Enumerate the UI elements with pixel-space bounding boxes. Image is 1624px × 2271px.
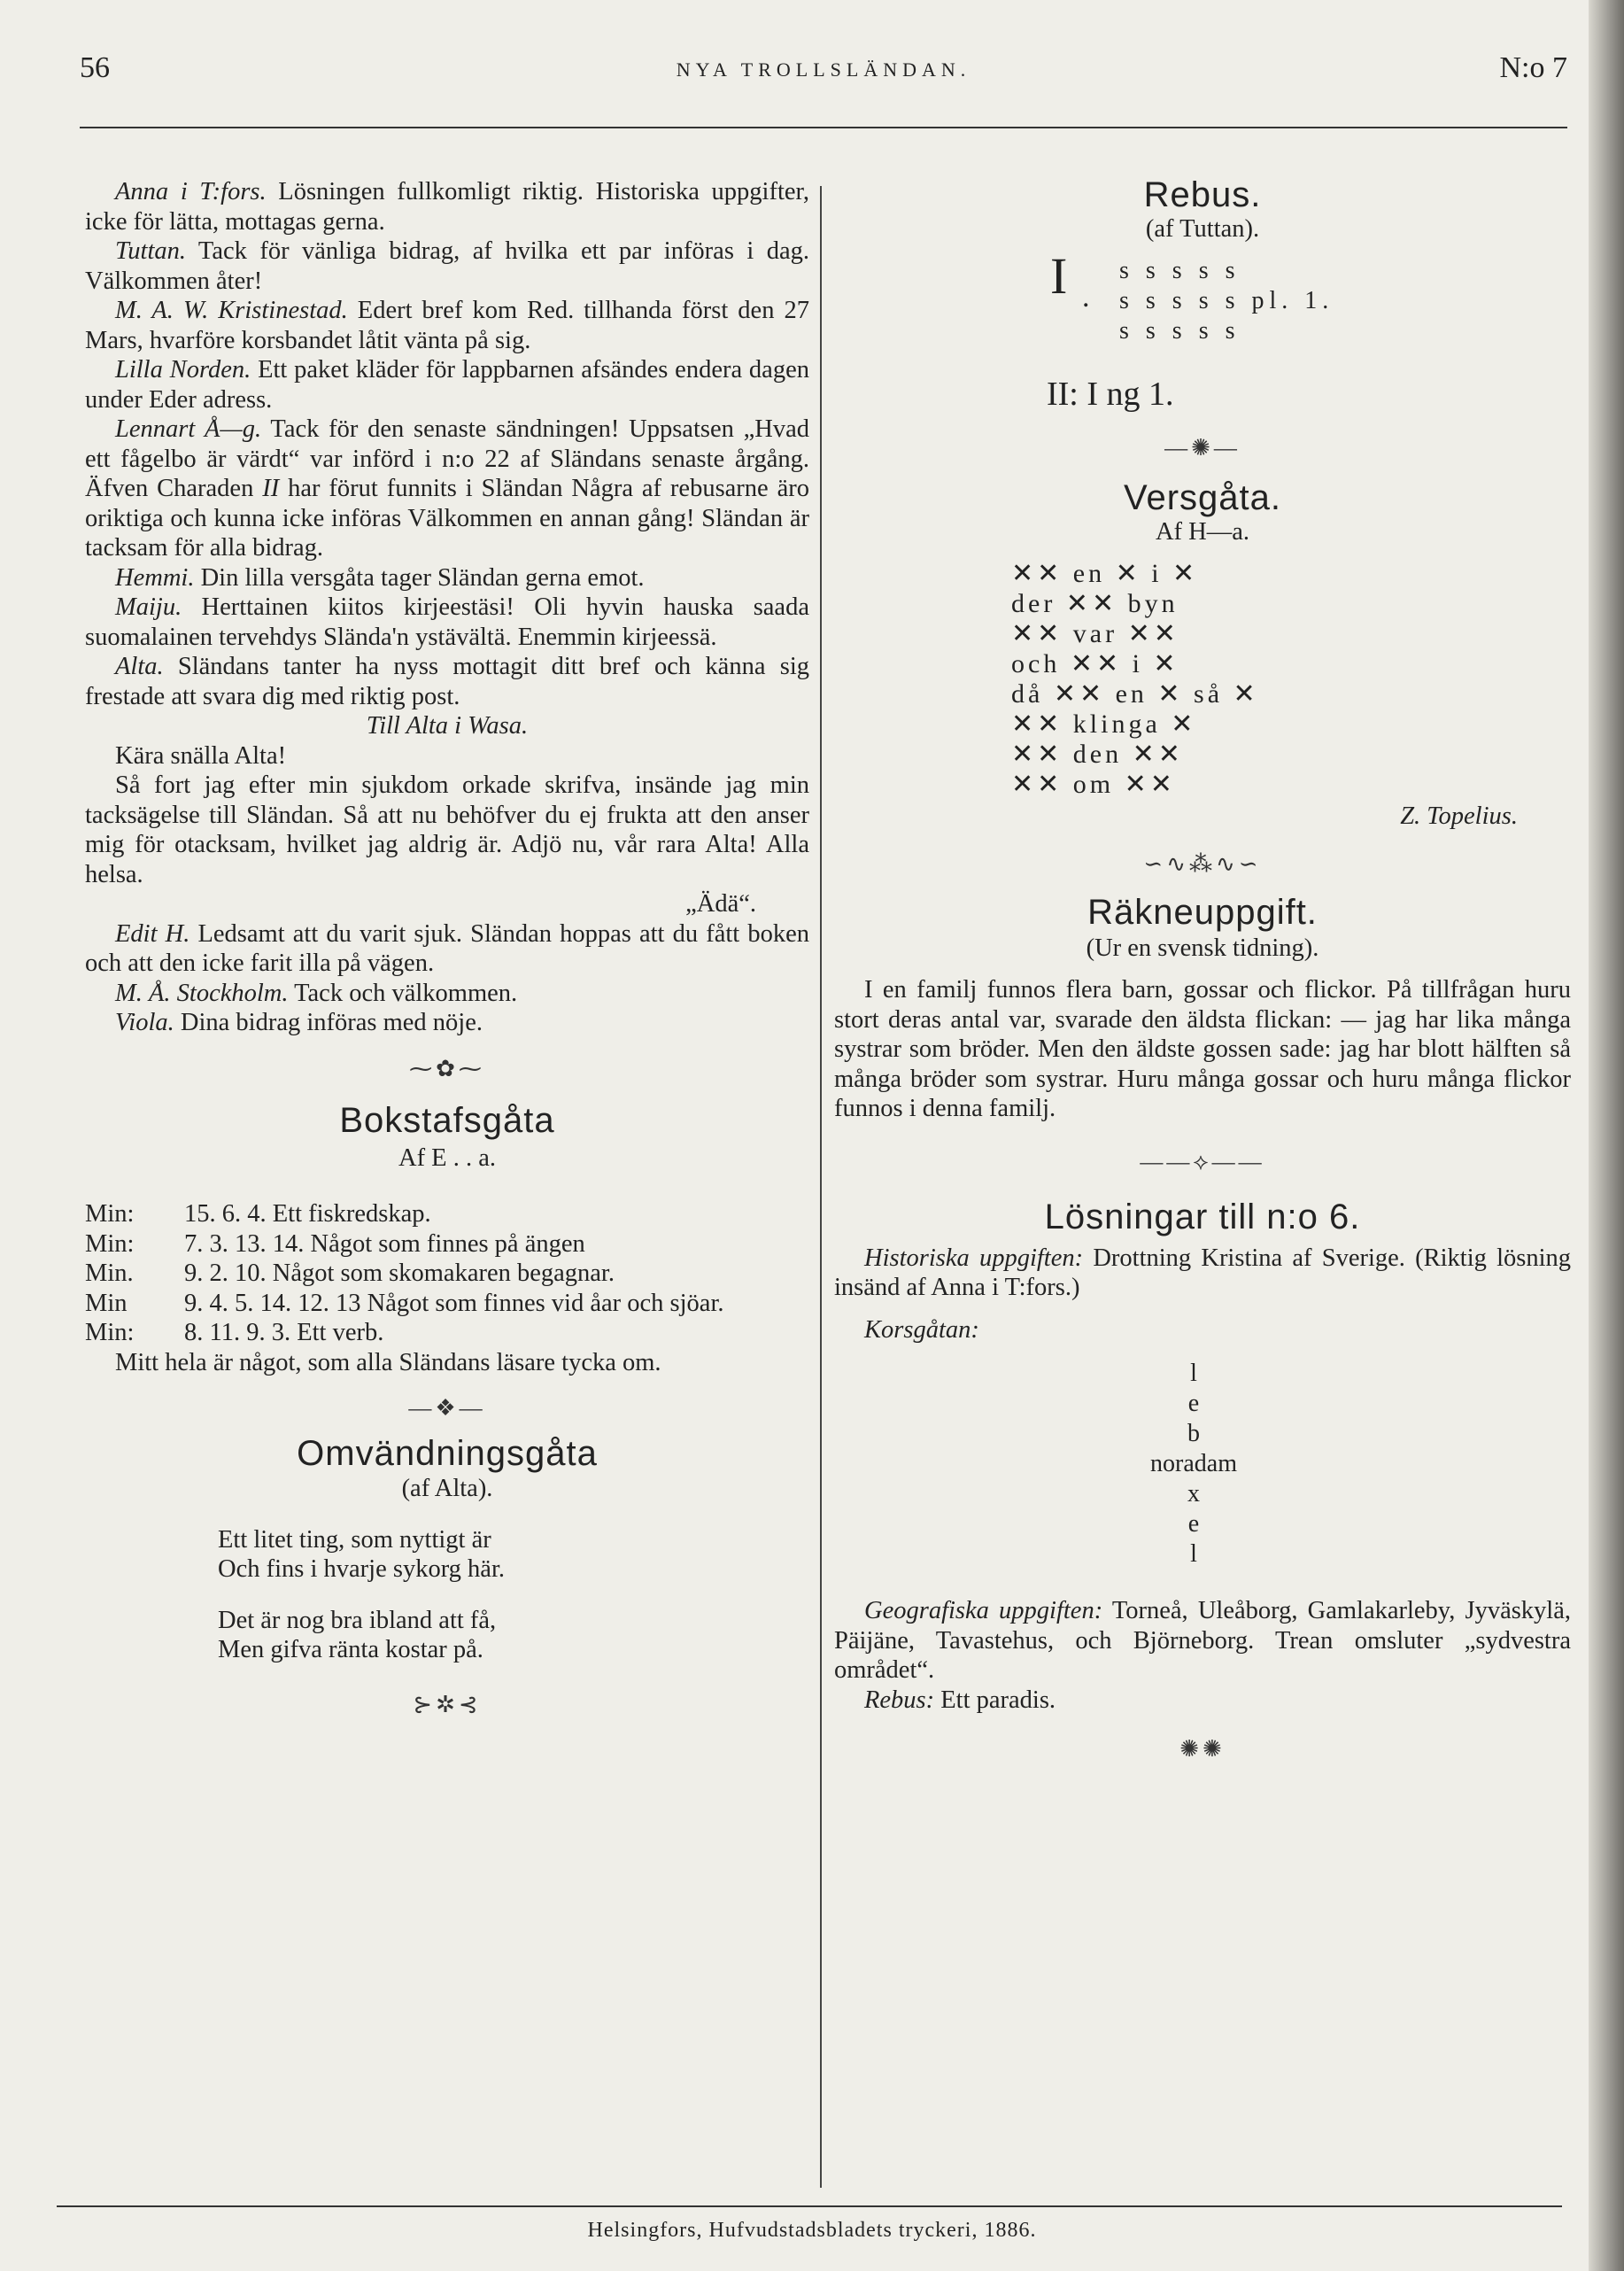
- losningar-geografiska-label: Geografiska uppgiften:: [864, 1597, 1103, 1624]
- letter-entry: [85, 1008, 809, 1038]
- letter-text: Herttainen kiitos kirjeestäsi! Oli hyvin hauska saada suomalainen tervehdys Slända'n ystävältä. Enemmin kirjeessä.: [85, 593, 809, 651]
- letter-text: Tack för vänliga bidrag, af hvilka ett par införas i dag. Välkommen åter!: [85, 237, 809, 295]
- omvandningsgata-verse: [85, 1525, 809, 1665]
- bokstafsgata-rows: [85, 1199, 809, 1348]
- verse-line: Och fins i hvarje sykorg här.: [218, 1555, 505, 1583]
- versgata-line: ✕✕ den ✕✕: [1011, 740, 1184, 769]
- bokstafsgata-row-text: 7. 3. 13. 14. Något som finnes på ängen: [184, 1229, 585, 1258]
- losningar-rebus-text: Ett paradis.: [934, 1686, 1056, 1714]
- letter-entry: [85, 593, 809, 652]
- bokstafsgata-row-label: Min:: [85, 1319, 135, 1346]
- losningar-historiska: [834, 1244, 1571, 1303]
- page-edge: [1589, 0, 1624, 2271]
- korsgatan-line: l: [1190, 1540, 1197, 1568]
- versgata-signature: Z. Topelius.: [1400, 802, 1518, 830]
- rebus-ii: [1047, 376, 1571, 413]
- letter-recipient: Anna i T:fors.: [115, 178, 267, 205]
- bokstafsgata-title: Bokstafsgåta: [339, 1101, 555, 1140]
- printer-imprint: Helsingfors, Hufvudstadsbladets tryckeri, 1886.: [587, 2219, 1037, 2242]
- issue-number: N:o 7: [1499, 51, 1567, 84]
- letter-recipient: Maiju.: [115, 593, 182, 621]
- letter-text: Din lilla versgåta tager Sländan gerna emot.: [194, 563, 645, 592]
- korsgatan-line: e: [1187, 1390, 1200, 1417]
- left-column: [85, 177, 809, 1735]
- letter-text: Tack och välkommen.: [288, 979, 518, 1007]
- losningar-geografiska: [834, 1596, 1571, 1686]
- alta-letter-salutation: Kära snälla Alta!: [115, 741, 287, 770]
- letter-text-cont: har förut funnits i Sländan Några af rebusarne äro oriktiga och kunna icke införas Välkommen en annan gång! Sländan är tacksam för alla bidrag.: [85, 475, 809, 562]
- rebus-i-label: I: [1050, 247, 1068, 305]
- korsgatan-line: l: [1190, 1360, 1197, 1387]
- letter-entry: [85, 296, 809, 355]
- bokstafsgata-row: [85, 1259, 809, 1289]
- letter-text: Tack för den senaste sändningen! Uppsatsen „Hvad ett fågelbo är värdt“ var införd i n:o 22 af Sländans senaste årgång. Äfven Charaden: [85, 415, 810, 502]
- column-rule: [820, 186, 822, 2188]
- versgata-line: ✕✕ klinga ✕: [1011, 709, 1197, 739]
- letter-entry: [85, 415, 809, 563]
- bokstafsgata-row-label: Min.: [85, 1260, 134, 1287]
- ornament-divider: ——⟡——: [1140, 1148, 1265, 1174]
- bokstafsgata-row-label: Min:: [85, 1200, 135, 1228]
- versgata-verse: [1011, 559, 1571, 800]
- rakneuppgift-title: Räkneuppgift.: [1087, 893, 1318, 932]
- rebus-ii-text: I ng 1.: [1087, 376, 1174, 413]
- bokstafsgata-row-text: 15. 6. 4. Ett fiskredskap.: [184, 1200, 431, 1228]
- letter-entry: [85, 236, 809, 296]
- letter-italic: II: [262, 475, 280, 502]
- rakneuppgift-text: I en familj funnos flera barn, gossar och flickor. På tillfrågan huru stort deras antal var, svarade den äldsta flickan: — jag har lika många systrar som bröder. Men den äldste gossen sade: jag har blott hälften så många bröder som systrar. Huru många gossar och huru många flickor funnos i denna familj.: [834, 976, 1571, 1122]
- omvandningsgata-author: (af Alta).: [401, 1475, 493, 1502]
- rebus-i-dot: .: [1082, 281, 1090, 314]
- bokstafsgata-row-text: 9. 4. 5. 14. 12. 13 Något som finnes vid åar och sjöar.: [184, 1289, 724, 1317]
- ornament-divider: —✺—: [1164, 434, 1241, 461]
- bokstafsgata-row-label: Min:: [85, 1229, 135, 1258]
- omvandningsgata-title: Omvändningsgåta: [297, 1433, 598, 1473]
- bokstafsgata-row: [85, 1229, 809, 1260]
- rebus-title: Rebus.: [1143, 175, 1262, 214]
- losningar-korsgatan-label: Korsgåtan:: [864, 1315, 979, 1344]
- bokstafsgata-row: [85, 1199, 809, 1229]
- alta-letter-heading: Till Alta i Wasa.: [366, 712, 529, 740]
- letter-entry: [85, 979, 809, 1009]
- letter-entry: [85, 563, 809, 593]
- rebus-i-line: s s s s s: [1119, 317, 1241, 345]
- verse-line: Men gifva ränta kostar på.: [218, 1636, 483, 1663]
- letter-text: Dina bidrag införas med nöje.: [174, 1009, 483, 1036]
- verse-line: [218, 1585, 809, 1606]
- letter-text: Sländans tanter ha nyss mottagit ditt bref och känna sig frestade att svara dig med riktig post.: [85, 653, 809, 710]
- letter-text: Edert bref kom Red. tillhanda först den 27 Mars, hvarföre korsbandet låtit vänta på sig.: [85, 297, 809, 354]
- letter-recipient: Hemmi.: [115, 563, 195, 592]
- verse-line: Ett litet ting, som nyttigt är: [218, 1525, 491, 1554]
- versgata-line: då ✕✕ en ✕ så ✕: [1011, 679, 1259, 709]
- korsgatan-line: noradam: [1150, 1450, 1237, 1477]
- letter-entry: [85, 919, 809, 979]
- korsgatan-line: b: [1187, 1420, 1200, 1447]
- letter-text: Lösningen fullkomligt riktig. Historiska uppgifter, icke för lätta, mottagas gerna.: [85, 178, 809, 236]
- ornament-divider: —❖—: [408, 1395, 486, 1421]
- bokstafsgata-whole: Mitt hela är något, som alla Sländans läsare tycka om.: [115, 1348, 661, 1376]
- losningar-geografiska-text: Torneå, Uleåborg, Gamlakarleby, Jyväskylä, Päijäne, Tavastehus, och Björneborg. Trean omsluter „sydvestra området“.: [834, 1597, 1571, 1684]
- letter-text: Ett paket kläder för lappbarnen afsändes endera dagen under Eder adress.: [85, 356, 809, 414]
- letter-recipient: Alta.: [115, 653, 164, 680]
- rakneuppgift-source: (Ur en svensk tidning).: [1086, 934, 1319, 962]
- journal-title: NYA TROLLSLÄNDAN.: [676, 58, 971, 81]
- versgata-line: och ✕✕ i ✕: [1011, 649, 1179, 678]
- letter-entry: [85, 355, 809, 415]
- bokstafsgata-row-label: Min: [85, 1289, 128, 1317]
- letter-entry: [85, 177, 809, 236]
- bokstafsgata-author: Af E . . a.: [398, 1143, 496, 1172]
- bokstafsgata-row-text: 9. 2. 10. Något som skomakaren begagnar.: [184, 1260, 615, 1287]
- versgata-line: ✕✕ var ✕✕: [1011, 619, 1179, 648]
- verse-line: Det är nog bra ibland att få,: [218, 1606, 497, 1634]
- losningar-title: Lösningar till n:o 6.: [1044, 1198, 1361, 1236]
- letter-recipient: Edit H.: [115, 919, 190, 948]
- letter-recipient: M. A. W. Kristinestad.: [115, 297, 348, 324]
- letter-recipient: Lennart Å—g.: [115, 415, 262, 443]
- letter-recipient: Lilla Norden.: [115, 356, 251, 384]
- ornament-divider: ∽∿⁂∿∽: [1143, 850, 1262, 877]
- losningar-historiska-label: Historiska uppgiften:: [864, 1244, 1084, 1272]
- correspondence: [85, 177, 809, 711]
- losningar-rebus: [834, 1686, 1571, 1716]
- rebus-i-line: s s s s s pl. 1.: [1119, 287, 1334, 314]
- ornament-divider: ⁓✿⁓: [409, 1055, 485, 1081]
- bokstafsgata-row: [85, 1289, 809, 1319]
- letter-recipient: Viola.: [115, 1009, 174, 1036]
- letter-entry: [85, 652, 809, 711]
- right-column: [834, 177, 1571, 1780]
- rebus-ii-label: II:: [1047, 376, 1079, 413]
- korsgatan-line: e: [1187, 1510, 1200, 1538]
- versgata-line: ✕✕ om ✕✕: [1011, 770, 1176, 799]
- letter-recipient: M. Å. Stockholm.: [115, 979, 289, 1007]
- versgata-line: ✕✕ en ✕ i ✕: [1011, 559, 1199, 588]
- alta-letter-body: Så fort jag efter min sjukdom orkade skrifva, insände jag min tacksägelse till Sländan. Så att nu behöfver du ej frukta att den anser mig för otacksam, hvilket jag aldrig är. Adjö nu, vår rara Alta! Alla helsa.: [85, 771, 809, 888]
- letter-recipient: Tuttan.: [115, 237, 186, 265]
- korsgatan-solution: [834, 1359, 1571, 1570]
- letter-text: Ledsamt att du varit sjuk. Sländan hoppas att du fått boken och att den icke farit illa på vägen.: [85, 919, 810, 977]
- ornament-divider: ✺✺: [1179, 1736, 1226, 1762]
- rebus-i-lines: [1119, 256, 1334, 346]
- header-rule: [80, 127, 1567, 128]
- running-header: [80, 51, 1567, 96]
- rebus-i: [834, 247, 1571, 353]
- versgata-line: der ✕✕ byn: [1011, 589, 1179, 618]
- losningar-rebus-label: Rebus:: [864, 1686, 935, 1714]
- losningar-historiska-text: Drottning Kristina af Sverige. (Riktig lösning insänd af Anna i T:fors.): [834, 1244, 1572, 1301]
- rebus-author: (af Tuttan).: [1145, 214, 1260, 243]
- footer-rule: [57, 2205, 1562, 2207]
- rebus-i-line: s s s s s: [1119, 257, 1241, 284]
- bokstafsgata-row: [85, 1318, 809, 1348]
- correspondence-2: [85, 919, 809, 1038]
- versgata-title: Versgåta.: [1123, 478, 1281, 517]
- page-number: 56: [80, 51, 110, 84]
- ornament-divider: ⊱✲⊰: [413, 1691, 482, 1717]
- versgata-author: Af H—a.: [1155, 517, 1250, 546]
- alta-letter-signature: „Ädä“.: [685, 890, 756, 918]
- bokstafsgata-row-text: 8. 11. 9. 3. Ett verb.: [184, 1319, 384, 1346]
- korsgatan-line: x: [1187, 1480, 1200, 1508]
